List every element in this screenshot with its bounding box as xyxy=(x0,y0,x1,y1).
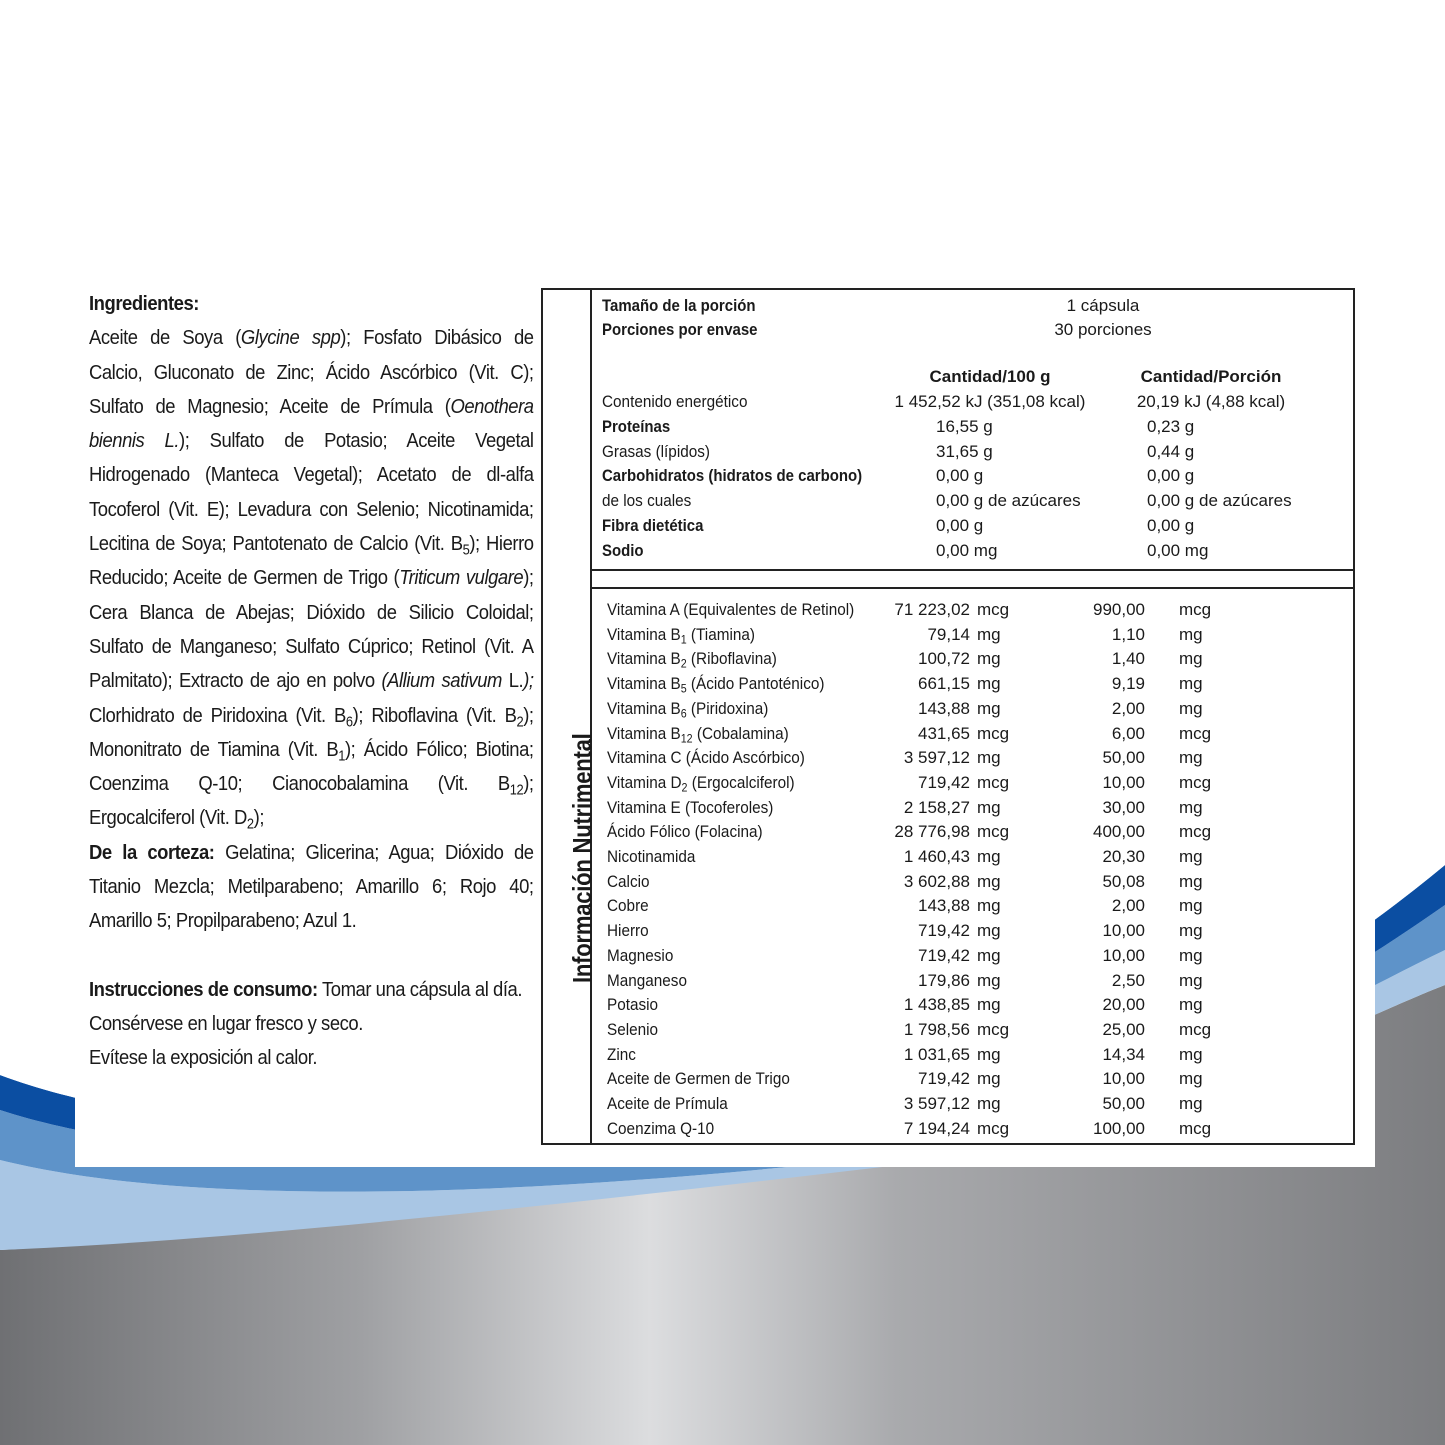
macro-value-portion: 0,23 g xyxy=(1147,416,1195,436)
micro-unit-100g: mg xyxy=(977,945,1001,965)
micro-value-100g: 719,42 xyxy=(918,1069,970,1089)
micro-unit-portion: mg xyxy=(1179,698,1203,718)
micro-unit-100g: mg xyxy=(977,1094,1001,1113)
ingredients-fragment: ); xyxy=(253,806,265,830)
macro-name: Carbohidratos (hidratos de carbono) xyxy=(602,466,863,486)
micro-value-portion: 2,00 xyxy=(1111,896,1145,916)
micro-value-portion: 6,00 xyxy=(1111,723,1145,743)
micro-name: Calcio xyxy=(607,871,650,891)
ingredients-fragment: 1 xyxy=(338,748,345,765)
micro-value-100g: 3 602,88 xyxy=(903,871,970,891)
shell-text: Gelatina; Glicerina; Agua; Dióxido de Titanio Mezcla; Metilparabeno; Amarillo 6; Rojo 40; Amarillo 5; Propilparabeno; Azul 1. xyxy=(89,840,534,933)
ingredients-fragment: ); Ergocalciferol (Vit. D xyxy=(89,772,534,830)
micro-unit-portion: mcg xyxy=(1179,772,1212,792)
micro-value-100g: 143,88 xyxy=(918,896,970,916)
micro-value-100g: 719,42 xyxy=(918,921,970,941)
micro-unit-portion: mg xyxy=(1179,1069,1203,1089)
micro-unit-portion: mg xyxy=(1179,896,1203,916)
micro-unit-100g: mg xyxy=(977,995,1001,1015)
micro-value-100g: 79,14 xyxy=(927,624,970,644)
micro-value-portion: 400,00 xyxy=(1093,822,1145,842)
servings-label: Porciones por envase xyxy=(602,320,758,339)
micro-name: Vitamina $B_5$ (Ácido Pantoténico) xyxy=(607,674,825,696)
micro-unit-100g: mg xyxy=(977,674,1001,694)
micro-value-portion: 10,00 xyxy=(1102,945,1145,965)
macro-value-100g: 0,00 g de azúcares xyxy=(936,491,1081,511)
serving-size-value: 1 cápsula xyxy=(1066,296,1140,315)
micro-value-portion: 1,40 xyxy=(1111,649,1145,669)
micro-unit-portion: mg xyxy=(1179,945,1203,965)
micro-value-portion: 100,00 xyxy=(1093,1118,1145,1138)
micro-name: Potasio xyxy=(607,995,659,1015)
micro-name: Vitamina C (Ácido Ascórbico) xyxy=(607,748,805,768)
nutrition-table xyxy=(541,288,1355,1145)
macro-value-100g: 0,00 g xyxy=(936,516,984,535)
micro-unit-100g: mcg xyxy=(977,600,1010,619)
micro-value-100g: 100,72 xyxy=(918,649,970,669)
ingredients-fragment: (Allium sativum xyxy=(381,669,502,693)
micro-value-portion: 14,34 xyxy=(1102,1044,1145,1064)
micro-unit-portion: mcg xyxy=(1179,600,1212,619)
micro-name: Vitamina $B_6$ (Piridoxina) xyxy=(607,698,769,721)
micro-value-portion: 50,00 xyxy=(1102,1094,1145,1113)
micro-name: Selenio xyxy=(607,1019,659,1039)
col-header-100g: Cantidad/100 g xyxy=(929,367,1051,386)
micro-value-portion: 9,19 xyxy=(1111,674,1145,694)
micro-value-portion: 1,10 xyxy=(1111,624,1145,644)
ingredients-fragment: ); Hierro Reducido; Aceite de Germen de Trigo ( xyxy=(89,532,534,590)
micro-unit-portion: mg xyxy=(1179,921,1203,941)
ingredients-heading: Ingredientes: xyxy=(89,292,199,315)
micro-value-100g: 7 194,24 xyxy=(903,1118,970,1138)
macro-value-100g: 1 452,52 kJ (351,08 kcal) xyxy=(894,392,1086,411)
macro-value-portion: 0,00 g xyxy=(1147,516,1195,535)
servings-value: 30 porciones xyxy=(1054,320,1152,339)
micro-unit-portion: mcg xyxy=(1179,822,1212,842)
micro-unit-portion: mg xyxy=(1179,797,1203,817)
macro-value-100g: 31,65 g xyxy=(936,441,993,461)
ingredients-fragment: L. xyxy=(501,669,524,693)
nutrition-side-title: Información Nutrimental xyxy=(567,733,597,983)
micro-unit-portion: mg xyxy=(1179,674,1203,694)
macro-name: Contenido energético xyxy=(602,392,748,411)
micro-value-portion: 50,08 xyxy=(1102,871,1145,891)
micro-value-100g: 1 031,65 xyxy=(903,1044,970,1064)
micro-name: Cobre xyxy=(607,896,649,916)
ingredients-fragment: 6 xyxy=(345,713,353,730)
micro-value-100g: 719,42 xyxy=(918,945,970,965)
micro-value-100g: 3 597,12 xyxy=(903,748,970,768)
serving-size-label: Tamaño de la porción xyxy=(602,296,756,315)
ingredients-fragment: ); Cera Blanca de Abejas; Dióxido de Silicio Coloidal; Sulfato de Manganeso; Sulfato Cúprico; Retinol (Vit. A Palmitato); Extracto de ajo en polvo xyxy=(89,566,534,693)
micro-value-portion: 30,00 xyxy=(1102,797,1145,817)
micro-unit-100g: mg xyxy=(977,847,1001,866)
ingredients-fragment: 2 xyxy=(516,713,524,730)
micro-name: Ácido Fólico (Folacina) xyxy=(607,822,763,842)
micro-value-portion: 20,00 xyxy=(1102,995,1145,1015)
micro-name: Aceite de Germen de Trigo xyxy=(607,1069,790,1089)
micro-unit-100g: mg xyxy=(977,748,1001,768)
macro-name: Sodio xyxy=(602,540,644,560)
micro-unit-portion: mg xyxy=(1179,649,1203,669)
ingredients-fragment: 2 xyxy=(246,816,254,833)
micro-value-portion: 10,00 xyxy=(1102,1069,1145,1089)
ingredients-fragment: Triticum vulgare xyxy=(399,566,524,590)
micro-value-portion: 10,00 xyxy=(1102,772,1145,792)
storage-line: Consérvese en lugar fresco y seco. xyxy=(89,1011,363,1035)
micro-name: Zinc xyxy=(607,1044,636,1064)
instructions-paragraph xyxy=(89,973,534,1007)
macro-value-portion: 0,00 g xyxy=(1147,466,1195,486)
micro-unit-portion: mg xyxy=(1179,847,1203,866)
macro-name: Fibra dietética xyxy=(602,516,704,535)
ingredients-text xyxy=(89,321,534,835)
ingredients-fragment: ); Sulfato de Potasio; Aceite Vegetal Hidrogenado (Manteca Vegetal); Acetato de dl-alfa Tocoferol (Vit. E); Levadura con Selenio; Nicotinamida; Lecitina de Soya; Pantotenato de Calcio (Vit. B xyxy=(89,429,534,556)
micro-value-100g: 719,42 xyxy=(918,772,970,792)
micro-value-portion: 20,30 xyxy=(1102,847,1145,866)
micro-value-100g: 431,65 xyxy=(918,723,970,743)
divider-bottom xyxy=(592,587,1353,589)
macro-value-portion: 20,19 kJ (4,88 kcal) xyxy=(1136,392,1286,411)
ingredients-fragment: Clorhidrato de Piridoxina (Vit. B xyxy=(89,703,346,727)
micro-name: Manganeso xyxy=(607,970,687,990)
ingredients-fragment: Oenothera biennis L. xyxy=(89,394,534,453)
micro-unit-portion: mcg xyxy=(1179,723,1212,743)
micro-value-100g: 1 798,56 xyxy=(903,1019,970,1039)
macro-name: Proteínas xyxy=(602,416,671,436)
micro-unit-portion: mg xyxy=(1179,1094,1203,1113)
micro-unit-100g: mg xyxy=(977,871,1001,891)
micro-value-portion: 2,50 xyxy=(1111,970,1145,990)
instructions-heading: Instrucciones de consumo: xyxy=(89,977,318,1001)
micro-name: Coenzima Q-10 xyxy=(607,1118,715,1138)
micro-unit-100g: mg xyxy=(977,1044,1001,1064)
micro-name: Vitamina $B_1$ (Tiamina) xyxy=(607,624,755,647)
micro-value-portion: 10,00 xyxy=(1102,921,1145,941)
micro-value-100g: 3 597,12 xyxy=(903,1094,970,1113)
micro-name: Vitamina E (Tocoferoles) xyxy=(607,797,774,817)
micro-unit-portion: mg xyxy=(1179,1044,1203,1064)
ingredients-fragment: 5 xyxy=(462,542,470,559)
micro-unit-portion: mcg xyxy=(1179,1118,1212,1138)
micro-unit-100g: mg xyxy=(977,921,1001,941)
micro-unit-100g: mcg xyxy=(977,1019,1010,1039)
shell-heading: De la corteza: xyxy=(89,840,215,864)
macro-value-100g: 0,00 mg xyxy=(936,540,998,560)
micro-unit-100g: mg xyxy=(977,797,1001,817)
micro-name: Vitamina A (Equivalentes de Retinol) xyxy=(607,600,855,619)
micro-unit-portion: mg xyxy=(1179,871,1203,891)
micro-name: Magnesio xyxy=(607,945,674,965)
instructions-text: Tomar una cápsula al día. xyxy=(317,977,523,1001)
micro-value-portion: 990,00 xyxy=(1093,600,1145,619)
micro-unit-100g: mg xyxy=(977,970,1001,990)
micro-name: Nicotinamida xyxy=(607,847,696,866)
micro-unit-portion: mg xyxy=(1179,748,1203,768)
micro-value-100g: 28 776,98 xyxy=(894,822,970,842)
micro-unit-portion: mcg xyxy=(1179,1019,1212,1039)
micro-unit-100g: mg xyxy=(977,698,1001,718)
micro-value-portion: 2,00 xyxy=(1111,698,1145,718)
micro-value-100g: 71 223,02 xyxy=(894,600,970,619)
micro-unit-portion: mg xyxy=(1179,970,1203,990)
macro-name: Grasas (lípidos) xyxy=(602,441,710,461)
micro-unit-100g: mg xyxy=(977,649,1001,669)
ingredients-fragment: ); Ácido Fólico; Biotina; Coenzima Q-10; Cianocobalamina (Vit. B xyxy=(89,737,534,796)
macro-value-portion: 0,00 g de azúcares xyxy=(1147,491,1292,511)
micro-unit-100g: mcg xyxy=(977,772,1010,792)
micro-value-100g: 179,86 xyxy=(918,970,970,990)
micro-unit-100g: mg xyxy=(977,624,1001,644)
micro-name: Vitamina $D_2$ (Ergocalciferol) xyxy=(607,772,795,795)
micro-value-100g: 2 158,27 xyxy=(903,797,970,817)
micro-name: Aceite de Prímula xyxy=(607,1094,728,1113)
micro-value-portion: 50,00 xyxy=(1102,748,1145,768)
divider-top xyxy=(592,569,1353,571)
micro-unit-100g: mg xyxy=(977,1069,1001,1089)
col-header-portion: Cantidad/Porción xyxy=(1140,367,1282,386)
micro-unit-100g: mcg xyxy=(977,1118,1010,1138)
micro-unit-100g: mcg xyxy=(977,822,1010,842)
heat-warning-line: Evítese la exposición al calor. xyxy=(89,1046,318,1070)
macro-value-portion: 0,44 g xyxy=(1147,441,1195,461)
micro-value-100g: 1 460,43 xyxy=(903,847,970,866)
micro-unit-100g: mcg xyxy=(977,723,1010,743)
micro-value-portion: 25,00 xyxy=(1102,1019,1145,1039)
micro-name: Vitamina $B_2$ (Riboflavina) xyxy=(607,649,777,671)
ingredients-fragment: ); Riboflavina (Vit. B xyxy=(352,703,517,727)
micro-unit-portion: mg xyxy=(1179,995,1203,1015)
macro-name: de los cuales xyxy=(602,491,692,511)
macro-value-portion: 0,00 mg xyxy=(1147,540,1209,560)
ingredients-fragment: Glycine spp xyxy=(240,326,341,350)
ingredients-fragment: ); xyxy=(523,669,534,693)
ingredients-block xyxy=(89,287,534,1076)
ingredients-fragment: Aceite de Soya ( xyxy=(89,326,241,350)
micro-unit-portion: mg xyxy=(1179,624,1203,644)
micro-value-100g: 661,15 xyxy=(918,674,970,694)
ingredients-fragment: 12 xyxy=(509,782,524,799)
ingredients-fragment: ); Fosfato Dibásico de Calcio, Gluconato de Zinc; Ácido Ascórbico (Vit. C); Sulfato de Magnesio; Aceite de Prímula ( xyxy=(89,326,534,418)
micro-value-100g: 143,88 xyxy=(918,698,970,718)
micro-value-100g: 1 438,85 xyxy=(903,995,970,1015)
micro-unit-100g: mg xyxy=(977,896,1001,916)
nutrition-side-panel xyxy=(543,290,597,1143)
macro-value-100g: 16,55 g xyxy=(936,416,993,436)
ingredients-fragment: ); Mononitrato de Tiamina (Vit. B xyxy=(89,703,534,761)
shell-paragraph xyxy=(89,836,534,939)
micro-name: Vitamina $B_{12}$ (Cobalamina) xyxy=(607,723,789,746)
micro-name: Hierro xyxy=(607,921,649,941)
macro-value-100g: 0,00 g xyxy=(936,466,984,486)
